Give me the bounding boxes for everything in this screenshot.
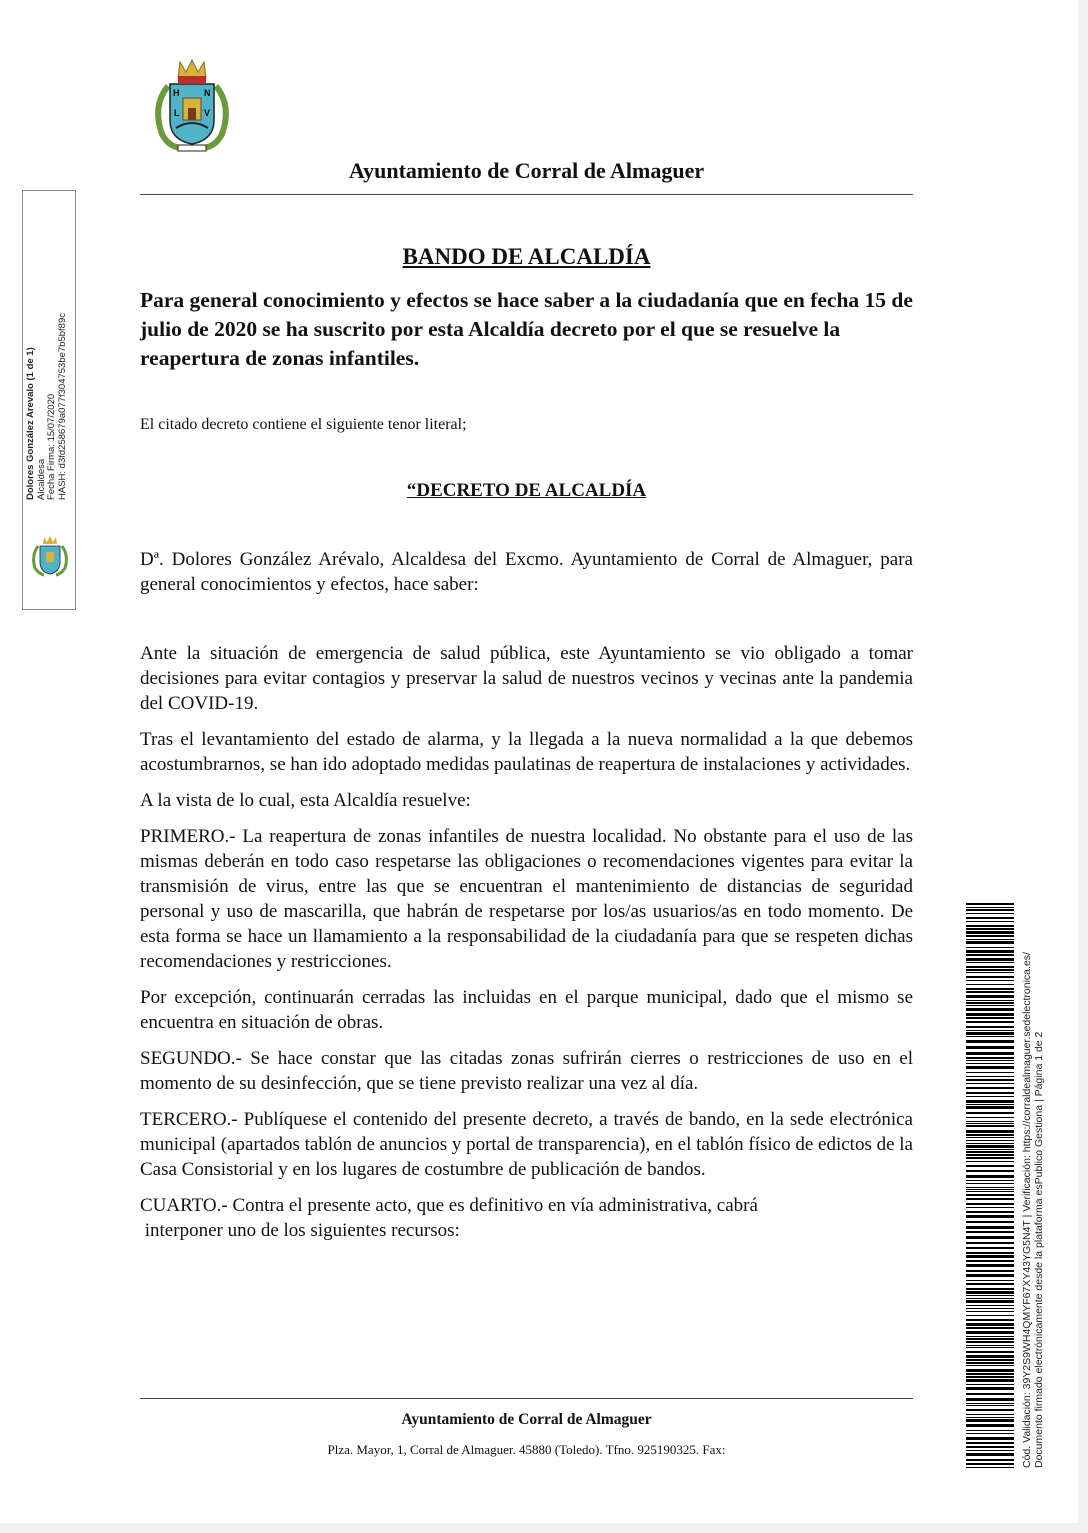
barcode-bar [966,1125,1014,1127]
barcode-bar [966,1417,1014,1418]
barcode-bar [966,1450,1014,1451]
barcode-bar [966,1175,1014,1178]
body-paragraph: Por excepción, continuarán cerradas las incluidas en el parque municipal, dado que el mismo se encuentra en situación de obras. [140,987,913,1033]
barcode-bar [966,1117,1014,1118]
barcode-bar [966,1405,1014,1406]
barcode-bar [966,1242,1014,1244]
coat-of-arms-logo [150,56,234,156]
barcode-bar [966,1076,1014,1077]
barcode-bar [966,1134,1014,1136]
barcode-bar [966,1430,1014,1431]
barcode-bar [966,917,1014,919]
barcode-bar [966,1060,1014,1061]
barcode-bar [966,1247,1014,1249]
body-paragraph: Ante la situación de emergencia de salud pública, este Ayuntamiento se vio obligado a tomar decisiones para evitar contagios y preservar la salud de nuestros vecinos y vecinas ante la pandemia del COVID-19. [140,643,913,714]
barcode-bar [966,1291,1014,1294]
barcode-bar [966,1157,1014,1159]
barcode-bar [966,947,1014,948]
header-institution: Ayuntamiento de Corral de Almaguer [348,158,705,183]
barcode-bar [966,1096,1014,1097]
barcode-bar [966,1260,1014,1262]
barcode-bar [966,1362,1014,1364]
barcode-bar [966,1180,1014,1181]
barcode-bar [966,1398,1014,1401]
signature-date: Fecha Firma: 15/07/2020 [46,393,57,500]
barcode-bar [966,1359,1014,1361]
barcode-bar [966,1463,1014,1465]
barcode-bar [966,1300,1014,1303]
body-paragraph: Tras el levantamiento del estado de alarma, y la llegada a la nueva normalidad a la que debemos acostumbrarnos, se han ido adoptado medidas paulatinas de reapertura de instalaciones y actividades. [140,729,913,775]
barcode-bar [966,1194,1014,1196]
barcode-bar [966,1274,1014,1277]
barcode-bar [966,1446,1014,1448]
signature-hash: HASH: d3fd258679a077f304753be7b5bf89c [56,313,68,500]
barcode-bar [966,1442,1014,1444]
barcode-bar [966,1270,1014,1272]
barcode-bar [966,921,1014,922]
barcode-bar [966,1000,1014,1001]
barcode-bar [966,1140,1014,1141]
signer-name: Dolores González Arevalo (1 de 1) [25,347,36,500]
barcode-bar [966,1123,1014,1124]
barcode-bar [966,966,1014,968]
barcode-bar [966,1145,1014,1148]
barcode-bar [966,1365,1014,1366]
barcode-bar [966,950,1014,953]
intro-text: Para general conocimiento y efectos se hace saber a la ciudadanía que en fecha 15 de julio de 2020 se ha suscrito por esta Alcaldía decreto por el que se resuelve la reapertura de zonas infantiles. [140,288,913,370]
body-paragraph: A la vista de lo cual, esta Alcaldía resuelve: [140,790,471,811]
barcode-bar [966,1231,1014,1233]
barcode-bar [966,1319,1014,1321]
barcode-bar [966,1387,1014,1390]
barcode-bar [966,1191,1014,1192]
barcode-bar [966,1236,1014,1239]
barcode-bar [966,1052,1014,1055]
barcode-bar [966,1437,1014,1440]
barcode-bar [966,1036,1014,1037]
barcode-bar [966,1221,1014,1223]
barcode-bar [966,1032,1014,1035]
barcode-bar [966,1403,1014,1404]
signer-role: Alcaldesa [35,458,47,500]
footer-address: Plza. Mayor, 1, Corral de Almaguer. 45880 (Toledo). Tfno. 925190325. Fax: [327,1442,726,1457]
barcode-bar [966,1424,1014,1427]
barcode-bar [966,1331,1014,1334]
barcode-bar [966,1030,1014,1031]
barcode-bar [966,1017,1014,1019]
barcode-bar [966,1002,1014,1004]
barcode-bar [966,1298,1014,1299]
barcode-bar [966,1161,1014,1162]
barcode-bar [966,1057,1014,1059]
barcode-bar [966,1149,1014,1150]
barcode-bar [966,1379,1014,1382]
barcode-bar [966,1013,1014,1016]
cuarto-line-2: interponer uno de los siguientes recursos: [140,1220,460,1241]
barcode-bar [966,903,1014,905]
barcode-bar [966,1021,1014,1023]
barcode-bar [966,1341,1014,1343]
barcode-bar [966,1005,1014,1006]
barcode-bar [966,1137,1014,1138]
barcode-bar [966,1345,1014,1346]
signature-details [26,313,68,500]
barcode-bar [966,913,1014,914]
barcode-bar [966,928,1014,930]
barcode-bar [966,1336,1014,1337]
barcode-bar [966,941,1014,944]
footer-institution: Ayuntamiento de Corral de Almaguer [401,1411,652,1428]
barcode-bar [966,962,1014,963]
barcode-bar [966,1183,1014,1184]
barcode-bar [966,1327,1014,1329]
barcode-bar [966,935,1014,937]
barcode-bar [966,1151,1014,1153]
barcode-bar [966,1130,1014,1133]
barcode-bar [966,1305,1014,1306]
barcode-bar [966,1187,1014,1188]
barcode-bar [966,1311,1014,1312]
barcode-bar [966,969,1014,971]
header-divider [140,194,913,195]
barcode-bar [966,1351,1014,1353]
barcode-bar [966,1112,1014,1114]
barcode-bar [966,1087,1014,1089]
validation-text [1021,952,1045,1468]
shield-letter-h: H [173,88,180,98]
decreto-body [140,547,913,1254]
bando-title: BANDO DE ALCALDÍA [402,244,651,269]
barcode-bar [966,984,1014,985]
barcode-bar [966,1252,1014,1254]
body-paragraph-segundo: SEGUNDO.- Se hace constar que las citadas zonas sufrirán cierres o restricciones de uso en el momento de su desinfección, que se tiene previsto realizar una vez al día. [140,1048,913,1094]
barcode-bar [966,1100,1014,1103]
barcode-bar [966,1393,1014,1395]
barcode-bar [966,1264,1014,1267]
body-paragraph-tercero: TERCERO.- Publíquese el contenido del presente decreto, a través de bando, en la sede electrónica municipal (apartados tablón de anuncios y portal de transparencia), en el tablón físico de edictos de la Casa Consistorial y en los lugares de costumbre de publicación de bandos. [140,1109,913,1180]
barcode-bar [966,991,1014,993]
barcode-bar [966,1433,1014,1434]
barcode-bar [966,1092,1014,1094]
barcode-bar [966,1165,1014,1167]
barcode-bar [966,1459,1014,1461]
barcode-bar [966,1419,1014,1422]
barcode-bar [966,1315,1014,1316]
decreto-title: “DECRETO DE ALCALDÍA [406,480,647,501]
barcode-bar [966,1072,1014,1073]
shield-letter-n: N [204,88,211,98]
barcode-bar [966,1143,1014,1144]
barcode-bar [966,1414,1014,1415]
barcode-bar [966,1323,1014,1326]
barcode-bar [966,1207,1014,1208]
barcode-bar [966,907,1014,908]
barcode-bar [966,1308,1014,1309]
barcode-bar [966,954,1014,956]
barcode-bar [966,1453,1014,1456]
barcode-bar [966,1008,1014,1011]
barcode-bar [966,1369,1014,1372]
barcode-bar [966,1189,1014,1190]
barcode-bar [966,1170,1014,1172]
barcode-bar [966,1121,1014,1122]
barcode-bar [966,1046,1014,1049]
barcode-bar [966,1384,1014,1385]
barcode-bar [966,1295,1014,1296]
barcode-bar [966,925,1014,927]
barcode-bar [966,1106,1014,1109]
body-paragraph-opening: Dª. Dolores González Arévalo, Alcaldesa del Excmo. Ayuntamiento de Corral de Almaguer, para general conocimientos y efectos, hace saber: [140,549,913,595]
barcode-bar [966,1063,1014,1064]
barcode-bar [966,1026,1014,1028]
barcode-bar [966,1255,1014,1258]
barcode-bar [966,909,1014,911]
barcode-bar [966,1215,1014,1218]
barcode-bar [966,1280,1014,1281]
cuarto-line-1: CUARTO.- Contra el presente acto, que es definitivo en vía administrativa, cabrá [140,1195,758,1216]
barcode-bar [966,1376,1014,1378]
barcode-bar [966,972,1014,973]
barcode-bar [966,1409,1014,1411]
barcode-bar [966,1203,1014,1205]
body-paragraph-cuarto [140,1193,913,1243]
barcode-bar [966,988,1014,990]
barcode-bar [966,1040,1014,1043]
barcode-bar [966,1347,1014,1348]
barcode-bar [966,1338,1014,1340]
validation-platform: Documento firmado electrónicamente desde la plataforma esPublico Gestiona | Página 1 de 2 [1033,1031,1045,1468]
barcode-bar [966,1467,1014,1468]
barcode-bar [966,1211,1014,1213]
barcode-bar [966,1226,1014,1229]
barcode-bar [966,939,1014,940]
barcode-bar [966,1198,1014,1200]
barcode-bar [966,931,1014,934]
barcode-bar [966,1355,1014,1358]
barcode-bar [966,958,1014,961]
barcode-bar [966,980,1014,981]
barcode-bar [966,1066,1014,1069]
footer-divider [140,1398,913,1399]
barcode-bar [966,976,1014,978]
barcode-bar [966,1288,1014,1290]
barcode-bar [966,1283,1014,1285]
validation-barcode [966,903,1014,1469]
barcode-bar [966,995,1014,998]
intro-small-text: El citado decreto contiene el siguiente tenor literal; [140,416,467,433]
barcode-bar [966,1154,1014,1156]
barcode-bar [966,1104,1014,1105]
barcode-bar [966,1079,1014,1081]
barcode-bar [966,1373,1014,1375]
body-paragraph-primero: PRIMERO.- La reapertura de zonas infantiles de nuestra localidad. No obstante para el uso de las mismas deberán en todo caso respetarse las obligaciones o recomendaciones vigentes para evitar la transmisión de virus, entre las que se encuentran el mantenimiento de distancias de seguridad personal y uso de mascarilla, que habrán de respetarse por los/as usuarios/as en todo momento. De esta forma se hace un llamamiento a la responsabilidad de la ciudadanía para que se respeten dichas recomendaciones y restricciones. [140,826,913,972]
barcode-bar [966,1083,1014,1084]
shield-letter-l: L [174,108,180,118]
signature-coat-of-arms-icon [30,534,70,578]
shield-letter-v: V [204,108,211,118]
validation-code: Cód. Validación: 39Y2S9WH4QMYF67XY43YG5N4T | Verificación: https://corraldealmaguer.sedelectronica.es/ [1021,952,1033,1468]
